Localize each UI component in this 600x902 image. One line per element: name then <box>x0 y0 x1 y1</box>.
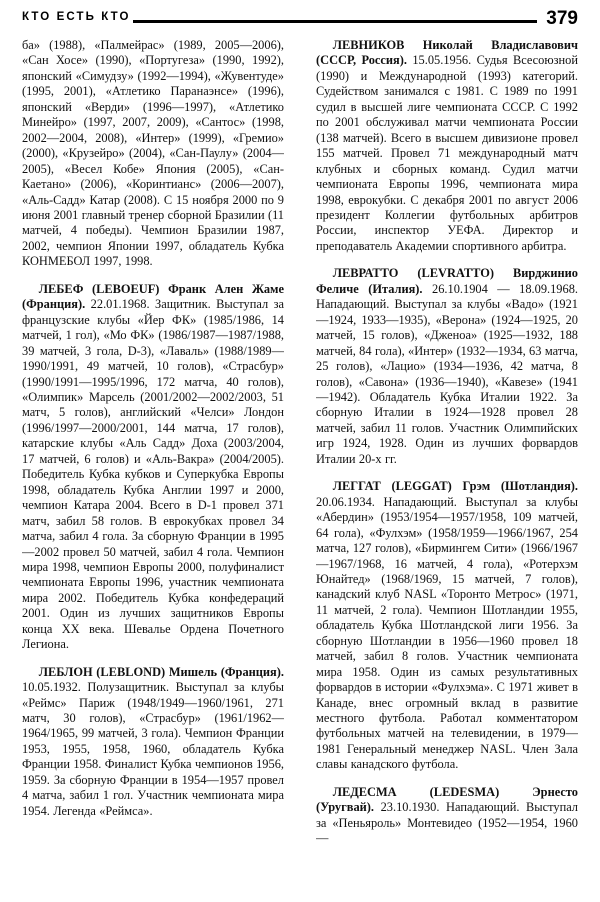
entry-headword: ЛЕБЕФ (LEBOEUF) Франк Ален Жаме (Франция). <box>22 281 284 312</box>
entry-headword: ЛЕБЛОН (LEBLOND) Мишель (Франция). <box>38 664 284 679</box>
entry-levnikov <box>316 38 578 254</box>
right-column <box>316 38 578 896</box>
left-column <box>22 38 284 896</box>
entry-leblond <box>22 665 284 820</box>
entry-leggat <box>316 479 578 773</box>
entry-headword: ЛЕВНИКОВ Николай Владиславович (СССР, Россия). <box>316 38 578 68</box>
running-header <box>22 9 578 35</box>
entry-headword: ЛЕДЕСМА (LEDESMA) Эрнесто (Уругвай). <box>316 784 578 815</box>
entry-body: 20.06.1934. Нападающий. Выступал за клубы «Абердин» (1953/1954—1957/1958, 109 матчей, 64 гола), «Фулхэм» (1958/1959—1966/1967, 254 матча, 127 голов), «Бирмингем Сити» (1966/1967—1967/1968, 16 матчей, 4 гола), «Ротерхэм Юнайтед» (1968/1969, 15 матчей, 7 голов), канадский клуб NASL «Торонто Метрос» (1971, 11 матчей, 2 гола). Чемпион Шотландии 1955, обладатель Кубка Шотландской лиги 1956. За сборную Шотландии в 1956—1960 провел 18 матчей, забил 8 голов. Участник чемпионата мира 1958. Один из самых результативных форвардов в истории «Фулхэма». С 1971 живет в Канаде, внес огромный вклад в развитие местного футбола. Работал комментатором футбольных матчей на телевидении, в 1979—1981 Генеральный менеджер NASL. Член Зала славы канадского футбола. <box>316 494 578 772</box>
entry-body: 26.10.1904 — 18.09.1968. Нападающий. Выступал за клубы «Вадо» (1921—1924, 1933—1935), «Верона» (1924—1925, 20 матчей, 15 голов), «Дженоа» (1925—1932, 188 матчей, 84 гола), «Интер» (1932—1934, 63 матча, 25 голов), «Лацио» (1934—1936, 42 матча, 8 голов), «Савона» (1936—1940), «Кавезе» (1941—1942). Обладатель Кубка Италии 1922. За сборную Италии в 1924—1928 провел 28 матчей, забил 11 голов. Участник Олимпийских игр 1924, 1928. Один из лучших форвардов Италии 20-х гг. <box>316 281 578 466</box>
entry-ledesma <box>316 785 578 847</box>
entry-paragraph <box>316 38 578 254</box>
entry-paragraph <box>316 479 578 773</box>
entry-levratto <box>316 266 578 467</box>
entry-paragraph <box>22 282 284 653</box>
continued-entry-text: ба» (1988), «Палмейрас» (1989, 2005—2006), «Сан Хосе» (1990), «Португеза» (1990, 1992), японский «Симудзу» (1992—1994), «Жувентуде» (1995, 2001), «Атлетико Паранаэнсе» (1996), японский «Верди» (1996—1997), «Атлетико Минейро» (1997, 2007, 2009), «Сантос» (1998, 2002—2004, 2008), «Интер» (1999), «Гремио» (2000), «Крузейро» (2004), «Сан-Паулу» (2004—2005), «Весел Кобе» Япония (2005), «Сан-Каетано» (2006), «Коринтианс» (2006—2007), «Аль-Садд» Катар (2008). С 15 ноября 2000 по 9 июня 2001 главный тренер сборной Бразилии (11 матчей, 4 победы). Чемпион Бразилии 1987, 2002, чемпион Японии 1997, обладатель Кубка КОНМЕБОЛ 1997, 1998. <box>22 38 284 269</box>
running-head-title: КТО ЕСТЬ КТО <box>22 11 131 23</box>
entry-body: 10.05.1932. Полузащитник. Выступал за клубы «Реймс» Париж (1948/1949—1960/1961, 271 матч, 30 голов), «Страсбур» (1961/1962—1964/1965, 99 матчей, 3 гола). Чемпион Франции 1953, 1955, 1958, 1960, обладатель Кубка Франции 1958. Финалист Кубка чемпионов 1956, 1959. За сборную Франции в 1954—1957 провел 4 матча, забил 1 гол. Участник чемпионата мира 1954. Легенда «Реймса». <box>22 680 284 818</box>
entry-headword: ЛЕГГАТ (LEGGAT) Грэм (Шотландия). <box>332 479 578 494</box>
entry-paragraph <box>316 785 578 847</box>
page-number: 379 <box>546 8 578 29</box>
entry-headword: ЛЕВРАТТО (LEVRATTO) Вирджинио Феличе (Италия). <box>316 266 578 296</box>
header-rule-line <box>133 20 538 23</box>
two-column-body <box>22 38 578 896</box>
entry-leboeuf <box>22 282 284 653</box>
entry-body: 23.10.1930. Нападающий. Выступал за «Пеньяроль» Монтевидео (1952—1954, 1960— <box>316 800 578 846</box>
continued-entry-from-previous-page <box>22 38 284 270</box>
entry-body: 22.01.1968. Защитник. Выступал за французские клубы «Йер ФК» (1985/1986, 14 матчей, 1 гол), «Мо ФК» (1986/1987—1987/1988, 39 матчей, 3 гола, D-3), «Лаваль» (1988/1989—1990/1991, 49 матчей, 10 голов), «Страсбур» (1990/1991—1995/1996, 172 матча, 40 голов), «Олимпик» Марсель (2001/2002—2002/2003, 51 матч, 5 голов), английский «Челси» Лондон (1996/1997—2000/2001, 144 матча, 17 голов), катарские клубы «Аль Садд» Доха (2003/2004, 17 матчей, 6 голов) и «Аль-Вакра» (2004/2005). Победитель Кубка кубков и Суперкубка Европы 1998, обладатель Кубка Англии 1997 и 2000, чемпион Катара 2004. Всего в D-1 провел 371 матч, забил 58 голов. В еврокубках провел 34 матча, забил 4 гола. За сборную Франции в 1995—2002 провел 50 матчей, забил 4 гола. Чемпион мира 1998, чемпион Европы 2000, полуфиналист чемпионата Европы 1996, участник чемпионата мира 2002. Победитель Кубка конфедераций 2001. Один из лучших защитников Европы конца XX века. Шевалье Ордена Почетного Легиона. <box>22 297 284 652</box>
entry-body: 15.05.1956. Судья Всесоюзной (1990) и Международной (1993) категорий. Судейством занимался с 1981. С 1989 по 1991 судил в высшей лиге чемпионата СССР. С 1992 по 2001 обслуживал матчи чемпионата России (138 матчей). Всего в высшем дивизионе провел 155 матчей. Провел 71 международный матч клубных и сборных команд. Судил матчи чемпионата Европы 1996, чемпионата мира 1998, еврокубки. С декабря 2001 по август 2006 президент Коллегии футбольных арбитров России, инспектор УЕФА. Директор и преподаватель Академии спортивного арбитра. <box>316 53 578 253</box>
entry-paragraph <box>316 266 578 467</box>
entry-paragraph <box>22 665 284 820</box>
